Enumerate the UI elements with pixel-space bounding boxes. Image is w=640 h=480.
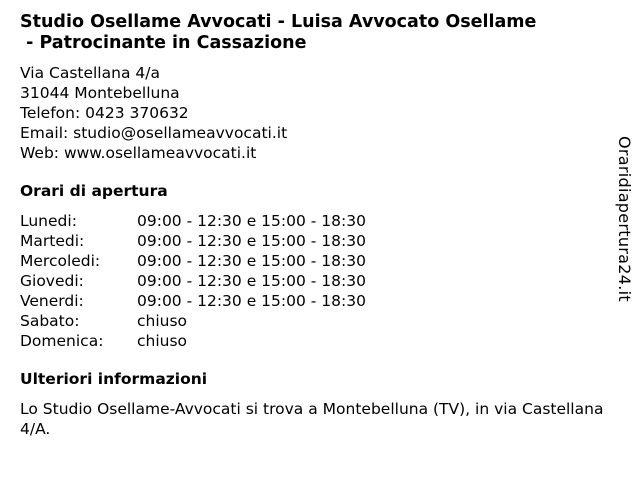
hours-time: chiuso [137,332,188,350]
hours-row [20,211,366,231]
hours-row [20,311,366,331]
page-title: Studio Osellame Avvocati - Luisa Avvocato Osellame - Patrocinante in Cassazione [20,12,537,53]
site-brand-vertical: Oraridiapertura24.it [615,136,634,302]
hours-day: Mercoledi: [20,252,101,270]
address-phone: Telefon: 0423 370632 [20,104,189,122]
hours-day: Martedi: [20,232,85,250]
hours-time: chiuso [137,312,188,330]
hours-day: Lunedi: [20,212,77,230]
address-street: Via Castellana 4/a [20,64,160,82]
more-info-heading: Ulteriori informazioni [20,370,208,388]
hours-time: 09:00 - 12:30 e 15:00 - 18:30 [137,212,366,230]
hours-time: 09:00 - 12:30 e 15:00 - 18:30 [137,232,366,250]
hours-time: 09:00 - 12:30 e 15:00 - 18:30 [137,252,366,270]
hours-row [20,291,366,311]
page-content [20,12,610,439]
hours-row [20,271,366,291]
address-block [20,63,610,163]
hours-day: Venerdi: [20,292,84,310]
address-web: Web: www.osellameavvocati.it [20,144,257,162]
address-city: 31044 Montebelluna [20,84,180,102]
hours-day: Sabato: [20,312,80,330]
hours-heading: Orari di apertura [20,182,168,200]
more-info-text: Lo Studio Osellame-Avvocati si trova a Montebelluna (TV), in via Castellana 4/A. [20,400,604,438]
hours-time: 09:00 - 12:30 e 15:00 - 18:30 [137,292,366,310]
hours-row [20,251,366,271]
hours-row [20,231,366,251]
hours-time: 09:00 - 12:30 e 15:00 - 18:30 [137,272,366,290]
address-email: Email: studio@osellameavvocati.it [20,124,288,142]
hours-row [20,331,366,351]
hours-day: Domenica: [20,332,104,350]
hours-table [20,211,366,351]
hours-day: Giovedi: [20,272,84,290]
